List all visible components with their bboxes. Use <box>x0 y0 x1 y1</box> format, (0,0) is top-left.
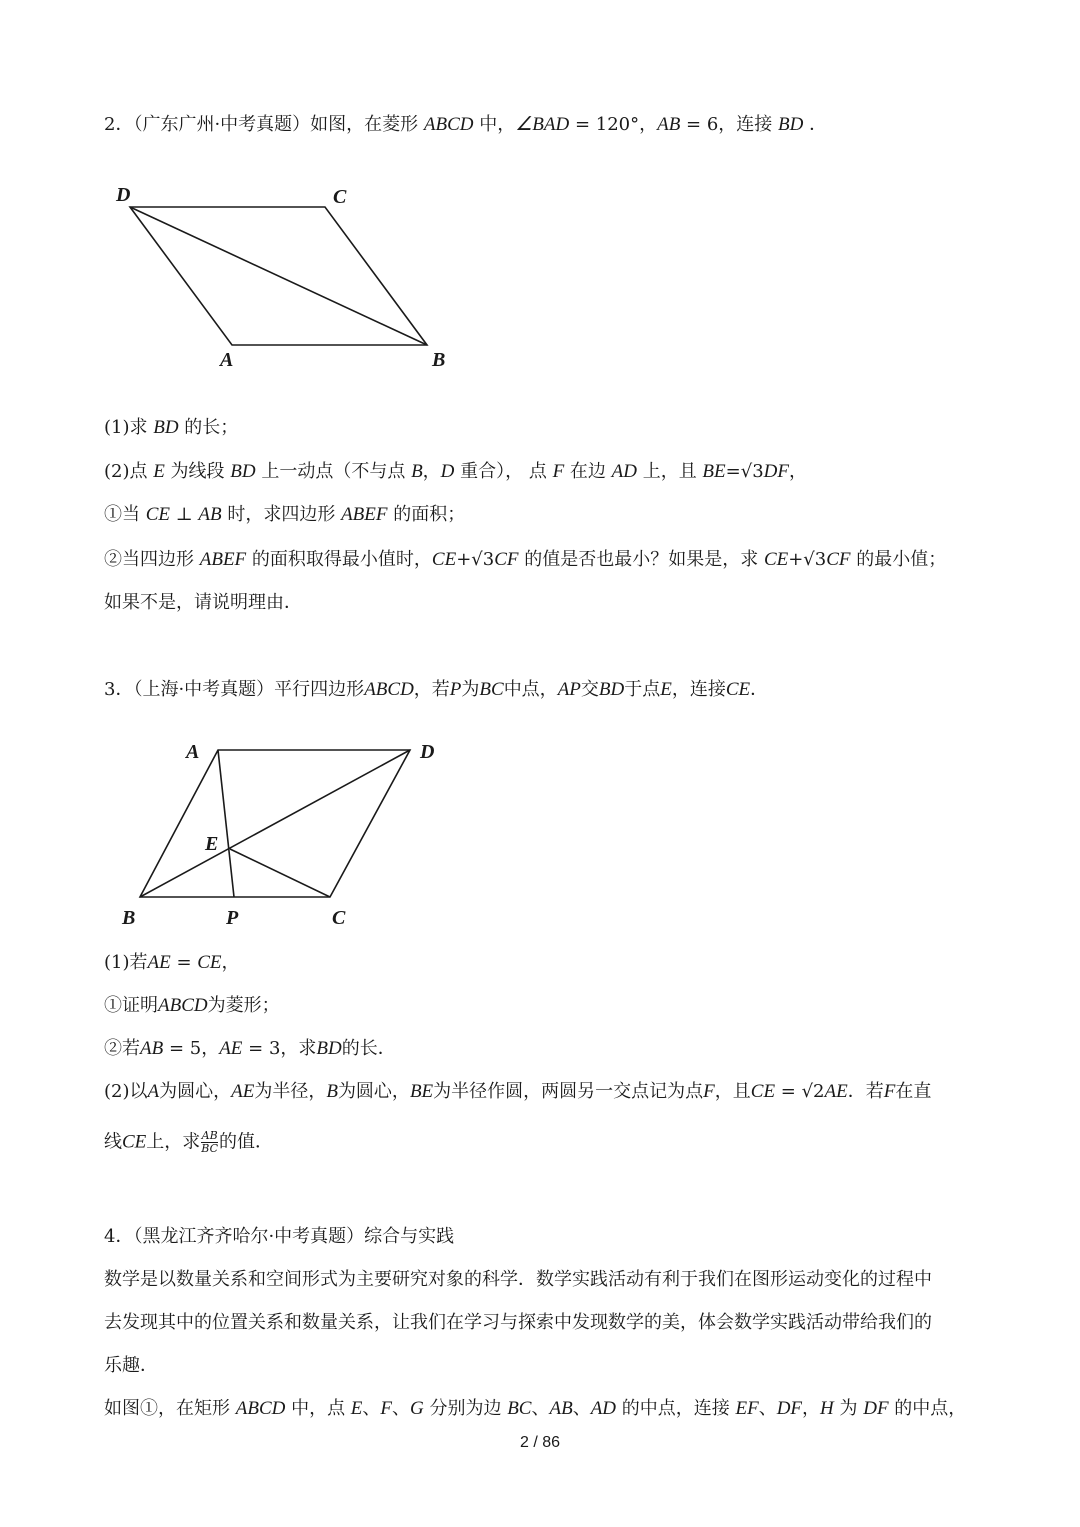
q4-line <box>104 1354 158 1378</box>
text: 上一动点（不与点 <box>255 461 412 482</box>
math-text: BC <box>507 1398 532 1419</box>
q3-parallelogram-figure <box>100 730 460 940</box>
text: 、 <box>531 1398 550 1419</box>
math-text: AD <box>611 461 637 482</box>
math-text: AB <box>657 114 681 135</box>
text: 在直 <box>895 1081 932 1102</box>
text: ， <box>802 1398 821 1419</box>
label-d: D <box>116 184 131 206</box>
math-text: AE <box>219 1038 243 1059</box>
text: 交 <box>580 679 599 700</box>
text: ，且 <box>714 1081 751 1102</box>
label-a: A <box>220 349 234 371</box>
text: ， <box>221 952 240 973</box>
text: 的最小值； <box>850 549 947 570</box>
q3-line <box>104 1130 273 1155</box>
math-text: E <box>350 1398 363 1419</box>
q2-rhombus-figure <box>100 170 480 380</box>
text: 线 <box>104 1131 122 1153</box>
q3-line <box>104 1080 931 1104</box>
math-text: BC <box>479 679 504 700</box>
math-text: AE <box>231 1081 255 1102</box>
q2-line <box>104 460 807 484</box>
math-text: AE <box>147 952 171 973</box>
text: (1)求 <box>104 417 154 438</box>
text: 时，求四边形 <box>221 504 342 525</box>
math-text: H <box>820 1398 834 1419</box>
text: 为半径， <box>254 1081 327 1102</box>
fraction-denominator: BC <box>201 1142 218 1155</box>
label-e: E <box>205 833 219 855</box>
text: ②若 <box>104 1038 140 1059</box>
math-text: CE <box>725 679 751 700</box>
label-a: A <box>186 741 200 763</box>
text: 、 <box>572 1398 591 1419</box>
text: ． <box>750 679 769 700</box>
math-text: P <box>449 679 462 700</box>
text: 的长． <box>341 1038 396 1059</box>
text: 在边 <box>564 461 612 482</box>
math-text: ABCD <box>423 114 474 135</box>
math-text: DF <box>776 1398 803 1419</box>
text: 为 <box>461 679 480 700</box>
math-text: ∠BAD <box>515 114 570 135</box>
math-text: BE <box>409 1081 434 1102</box>
math-text: D <box>440 461 455 482</box>
text: 上，且 <box>636 461 703 482</box>
math-text: AB <box>140 1038 164 1059</box>
math-text: ABCD <box>158 995 208 1016</box>
text: 中点， <box>503 679 558 700</box>
math-text: ABEF <box>199 549 247 570</box>
text: = √2 <box>775 1081 825 1102</box>
text: 、 <box>362 1398 381 1419</box>
math-text: A <box>147 1081 160 1102</box>
text: 的中点，连接 <box>616 1398 736 1419</box>
text: 为 <box>833 1398 864 1419</box>
text: 、 <box>392 1398 411 1419</box>
math-text: CE <box>145 504 171 525</box>
math-text: ABCD <box>364 679 414 700</box>
text: 分别为边 <box>423 1398 508 1419</box>
text: 中，点 <box>285 1398 351 1419</box>
math-text: CE <box>431 549 457 570</box>
segment-ce <box>230 849 330 897</box>
math-text: BD <box>316 1038 342 1059</box>
text: ． <box>803 114 828 135</box>
text: = 5， <box>163 1038 220 1059</box>
math-text: AD <box>590 1398 617 1419</box>
math-text: F <box>380 1398 393 1419</box>
math-text: F <box>552 461 565 482</box>
text: (2)点 <box>104 461 154 482</box>
q3-line <box>104 994 280 1018</box>
q2-line <box>104 416 238 440</box>
math-text: DF <box>863 1398 889 1419</box>
label-d: D <box>420 741 435 763</box>
text: ．若 <box>847 1081 884 1102</box>
text: 乐趣． <box>104 1355 158 1376</box>
q4-title <box>104 1225 454 1249</box>
text: 如果不是，请说明理由． <box>104 592 302 613</box>
text: ， <box>422 461 441 482</box>
math-text: CE <box>750 1081 776 1102</box>
text: 的中点， <box>888 1398 967 1419</box>
text: 去发现其中的位置关系和数量关系，让我们在学习与探索中发现数学的美，体会数学实践活动带给我们的 <box>104 1312 932 1333</box>
math-text: CE <box>763 549 789 570</box>
text: 为圆心， <box>159 1081 232 1102</box>
page-indicator: 2 / 86 <box>519 1434 561 1451</box>
text: 的面积取得最小值时， <box>246 549 432 570</box>
q2-line <box>104 591 302 615</box>
math-text: CE <box>197 952 222 973</box>
math-text: BD <box>153 417 179 438</box>
math-text: E <box>153 461 165 482</box>
text: = <box>170 952 198 973</box>
text: 的值． <box>219 1131 273 1153</box>
math-text: AB <box>549 1398 573 1419</box>
text: ⊥ <box>170 504 199 525</box>
text: (2)以 <box>104 1081 148 1102</box>
text: ， <box>788 461 807 482</box>
label-c: C <box>333 186 347 208</box>
math-text: BE <box>702 461 726 482</box>
text: 数学是以数量关系和空间形式为主要研究对象的科学．数学实践活动有利于我们在图形运动变化的过程中 <box>104 1269 932 1290</box>
q4-line <box>104 1397 966 1421</box>
text: 3．（上海·中考真题）平行四边形 <box>104 679 365 700</box>
text: ，若 <box>413 679 450 700</box>
text: 于点 <box>624 679 661 700</box>
text: 为线段 <box>164 461 231 482</box>
label-b: B <box>432 349 446 371</box>
math-text: B <box>326 1081 338 1102</box>
q3-line <box>104 951 240 975</box>
math-text: E <box>660 679 672 700</box>
text: ①当 <box>104 504 146 525</box>
text: = 120°， <box>569 114 658 135</box>
text: 的面积； <box>387 504 466 525</box>
text: 如图①，在矩形 <box>104 1398 236 1419</box>
math-text: B <box>411 461 423 482</box>
text: (1)若 <box>104 952 148 973</box>
text: 2．（广东广州·中考真题）如图，在菱形 <box>104 114 424 135</box>
text: 中， <box>473 114 516 135</box>
text: 为半径作圆，两圆另一交点记为点 <box>433 1081 704 1102</box>
math-text: AB <box>198 504 222 525</box>
math-text: CE <box>122 1131 147 1153</box>
math-text: ABCD <box>235 1398 286 1419</box>
math-text: F <box>883 1081 896 1102</box>
math-text: DF <box>763 461 789 482</box>
math-text: BD <box>230 461 256 482</box>
text: 、 <box>758 1398 777 1419</box>
math-text: BD <box>598 679 625 700</box>
text: ，连接 <box>671 679 726 700</box>
label-c: C <box>332 907 346 929</box>
label-b: B <box>122 907 136 929</box>
math-text: AE <box>824 1081 848 1102</box>
text: ①证明 <box>104 995 158 1016</box>
q2-line <box>104 548 946 572</box>
text: 的值是否也最小？如果是，求 <box>518 549 764 570</box>
text: 4．（黑龙江齐齐哈尔·中考真题）综合与实践 <box>104 1226 455 1247</box>
q4-line <box>104 1311 932 1335</box>
math-text: EF <box>735 1398 759 1419</box>
text: ②当四边形 <box>104 549 200 570</box>
text: =√3 <box>725 461 764 482</box>
math-text: BD <box>778 114 804 135</box>
text: = 3，求 <box>242 1038 317 1059</box>
text: = 6，连接 <box>680 114 779 135</box>
q4-line <box>104 1268 932 1292</box>
math-text: CF <box>494 549 519 570</box>
diagonal-bd <box>130 207 427 345</box>
text: 上，求 <box>146 1131 201 1153</box>
q2-line <box>104 503 465 527</box>
text: 重合）， 点 <box>454 461 553 482</box>
q3-title <box>104 678 768 702</box>
math-text: CF <box>826 549 851 570</box>
segment-ap <box>218 750 234 897</box>
q3-line <box>104 1037 396 1061</box>
text: 为圆心， <box>337 1081 410 1102</box>
math-text: G <box>410 1398 424 1419</box>
q2-title <box>104 113 827 137</box>
fraction-numerator: AB <box>201 1129 218 1142</box>
text: 的长； <box>178 417 239 438</box>
math-text: AP <box>557 679 581 700</box>
fraction <box>201 1130 218 1155</box>
label-p: P <box>226 907 239 929</box>
math-text: ABEF <box>341 504 388 525</box>
text: +√3 <box>788 549 827 570</box>
text: 为菱形； <box>207 995 280 1016</box>
text: +√3 <box>456 549 495 570</box>
math-text: F <box>703 1081 715 1102</box>
